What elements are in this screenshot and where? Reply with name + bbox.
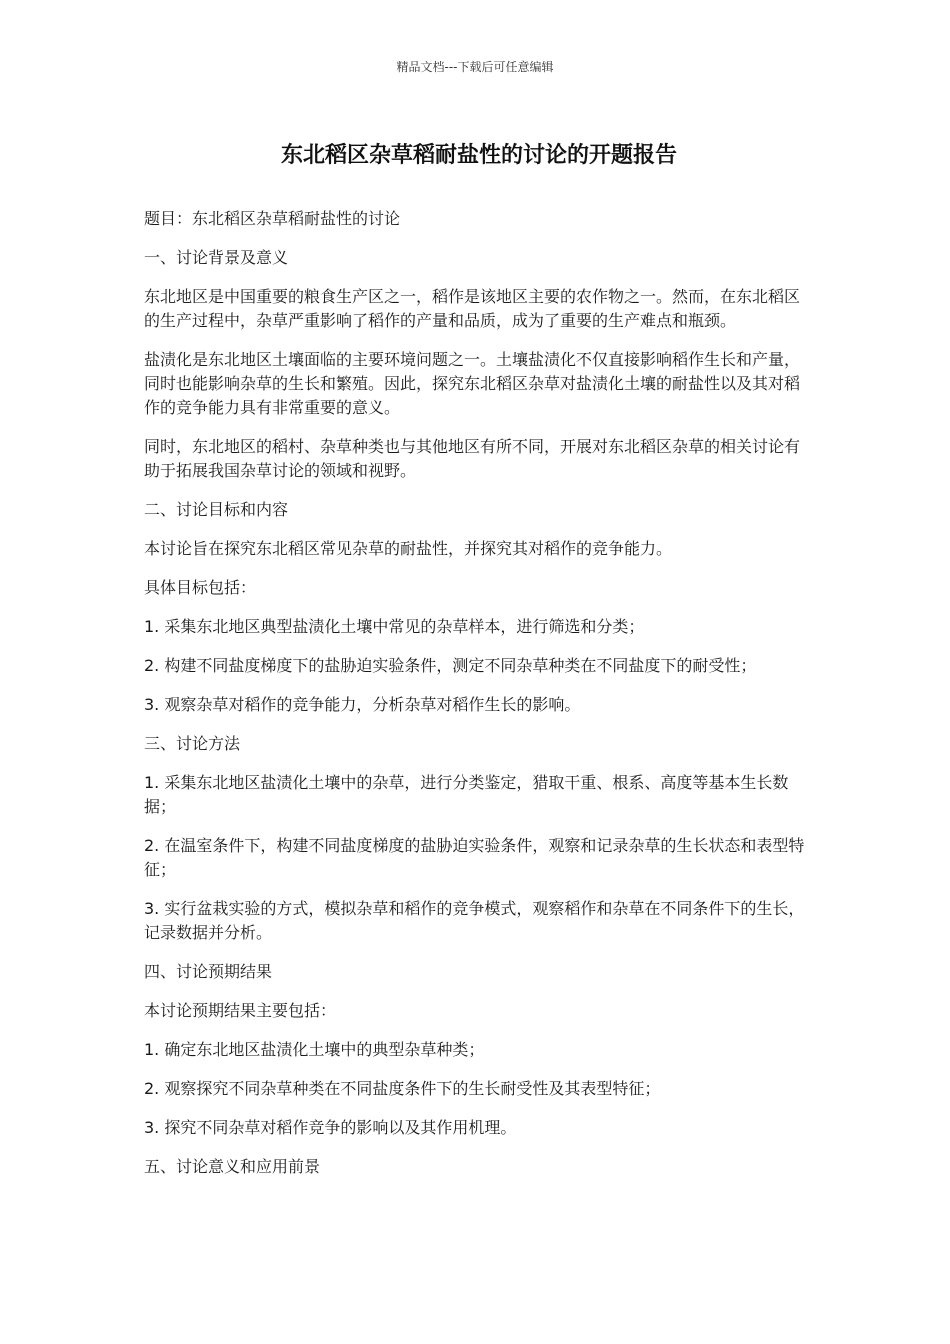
list-item: 3. 实行盆栽实验的方式，模拟杂草和稻作的竞争模式，观察稻作和杂草在不同条件下的生长，记录数据并分析。 <box>144 899 805 942</box>
list-item: 2. 观察探究不同杂草种类在不同盐度条件下的生长耐受性及其表型特征； <box>144 1079 661 1098</box>
section-heading-expected-results: 四、讨论预期结果 <box>144 962 273 981</box>
list-item: 3. 观察杂草对稻作的竞争能力，分析杂草对稻作生长的影响。 <box>144 695 581 714</box>
page-header: 精品文档---下载后可任意编辑 <box>396 60 554 74</box>
paragraph: 盐渍化是东北地区土壤面临的主要环境问题之一。土壤盐渍化不仅直接影响稻作生长和产量，同时也能影响杂草的生长和繁殖。因此，探究东北稻区杂草对盐渍化土壤的耐盐性以及其对稻作的竞争能力具有非常重要的意义。 <box>144 350 801 417</box>
paragraph: 本讨论预期结果主要包括： <box>144 1001 337 1020</box>
paragraph: 本讨论旨在探究东北稻区常见杂草的耐盐性，并探究其对稻作的竞争能力。 <box>144 539 673 558</box>
paragraph: 同时，东北地区的稻村、杂草种类也与其他地区有所不同，开展对东北稻区杂草的相关讨论有助于拓展我国杂草讨论的领域和视野。 <box>144 437 801 480</box>
list-item: 2. 构建不同盐度梯度下的盐胁迫实验条件，测定不同杂草种类在不同盐度下的耐受性； <box>144 656 757 675</box>
document-title: 东北稻区杂草稻耐盐性的讨论的开题报告 <box>280 143 677 168</box>
list-item: 1. 确定东北地区盐渍化土壤中的典型杂草种类； <box>144 1040 485 1059</box>
paragraph: 具体目标包括： <box>144 578 257 597</box>
section-heading-background: 一、讨论背景及意义 <box>144 248 289 267</box>
section-heading-methods: 三、讨论方法 <box>144 734 241 753</box>
list-item: 2. 在温室条件下，构建不同盐度梯度的盐胁迫实验条件，观察和记录杂草的生长状态和表型特征； <box>144 836 805 879</box>
list-item: 1. 采集东北地区盐渍化土壤中的杂草，进行分类鉴定，猎取干重、根系、高度等基本生长数据； <box>144 773 789 816</box>
document-body <box>144 207 809 1194</box>
section-heading-significance: 五、讨论意义和应用前景 <box>144 1157 321 1176</box>
paragraph: 东北地区是中国重要的粮食生产区之一，稻作是该地区主要的农作物之一。然而，在东北稻区的生产过程中，杂草严重影响了稻作的产量和品质，成为了重要的生产难点和瓶颈。 <box>144 287 801 330</box>
topic-line: 题目：东北稻区杂草稻耐盐性的讨论 <box>144 209 401 228</box>
section-heading-goals: 二、讨论目标和内容 <box>144 500 289 519</box>
list-item: 3. 探究不同杂草对稻作竞争的影响以及其作用机理。 <box>144 1118 517 1137</box>
list-item: 1. 采集东北地区典型盐渍化土壤中常见的杂草样本，进行筛选和分类； <box>144 617 645 636</box>
